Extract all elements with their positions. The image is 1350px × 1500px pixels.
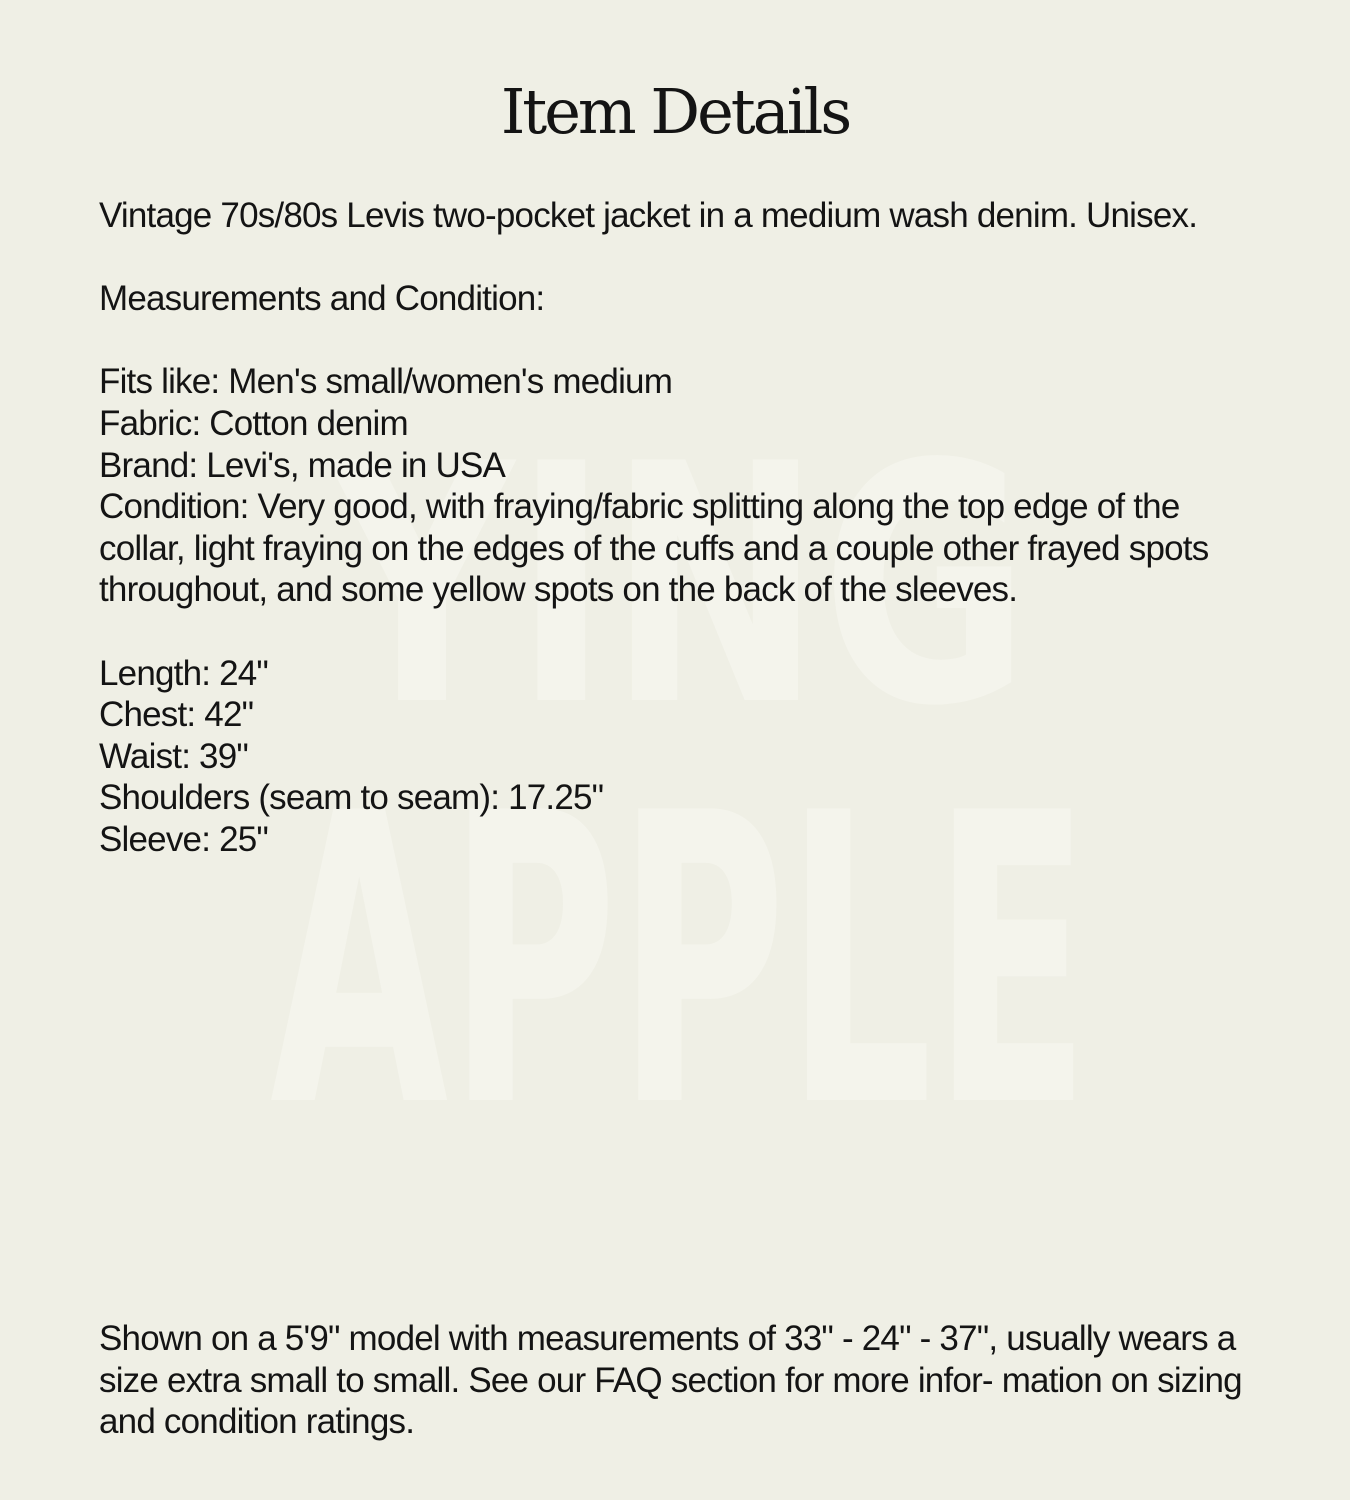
measurement-shoulders: Shoulders (seam to seam): 17.25" (99, 778, 604, 818)
item-description: Vintage 70s/80s Levis two-pocket jacket in a medium wash denim. Unisex. (99, 196, 1198, 235)
watermark-line1: YING (326, 394, 1030, 778)
model-sizing-note: Shown on a 5'9" model with measurements of 33" - 24" - 37", usually wears a size extra small to small. See our FAQ section for more infor- mation on sizing and condition ratings. (99, 1319, 1242, 1442)
measurement-length: Length: 24" (99, 653, 269, 693)
item-description-block (99, 195, 1269, 861)
section-heading: Measurements and Condition: (99, 279, 545, 319)
spacer (99, 320, 1269, 362)
detail-fits-like: Fits like: Men's small/women's medium (99, 362, 673, 402)
spacer (99, 611, 1269, 653)
detail-brand: Brand: Levi's, made in USA (99, 445, 506, 485)
detail-fabric: Fabric: Cotton denim (99, 403, 408, 443)
measurement-sleeve: Sleeve: 25" (99, 819, 269, 859)
watermark-line2: APPLE (270, 730, 1090, 1140)
measurement-waist: Waist: 39" (99, 736, 249, 776)
measurement-chest: Chest: 42" (99, 695, 254, 735)
detail-condition: Condition: Very good, with fraying/fabric splitting along the top edge of the collar, light fraying on the edges of the cuffs and a couple other frayed spots throughout, and some yellow spots on the back of the sleeves. (99, 487, 1209, 610)
spacer (99, 237, 1269, 279)
page-title: Item Details (500, 75, 850, 148)
